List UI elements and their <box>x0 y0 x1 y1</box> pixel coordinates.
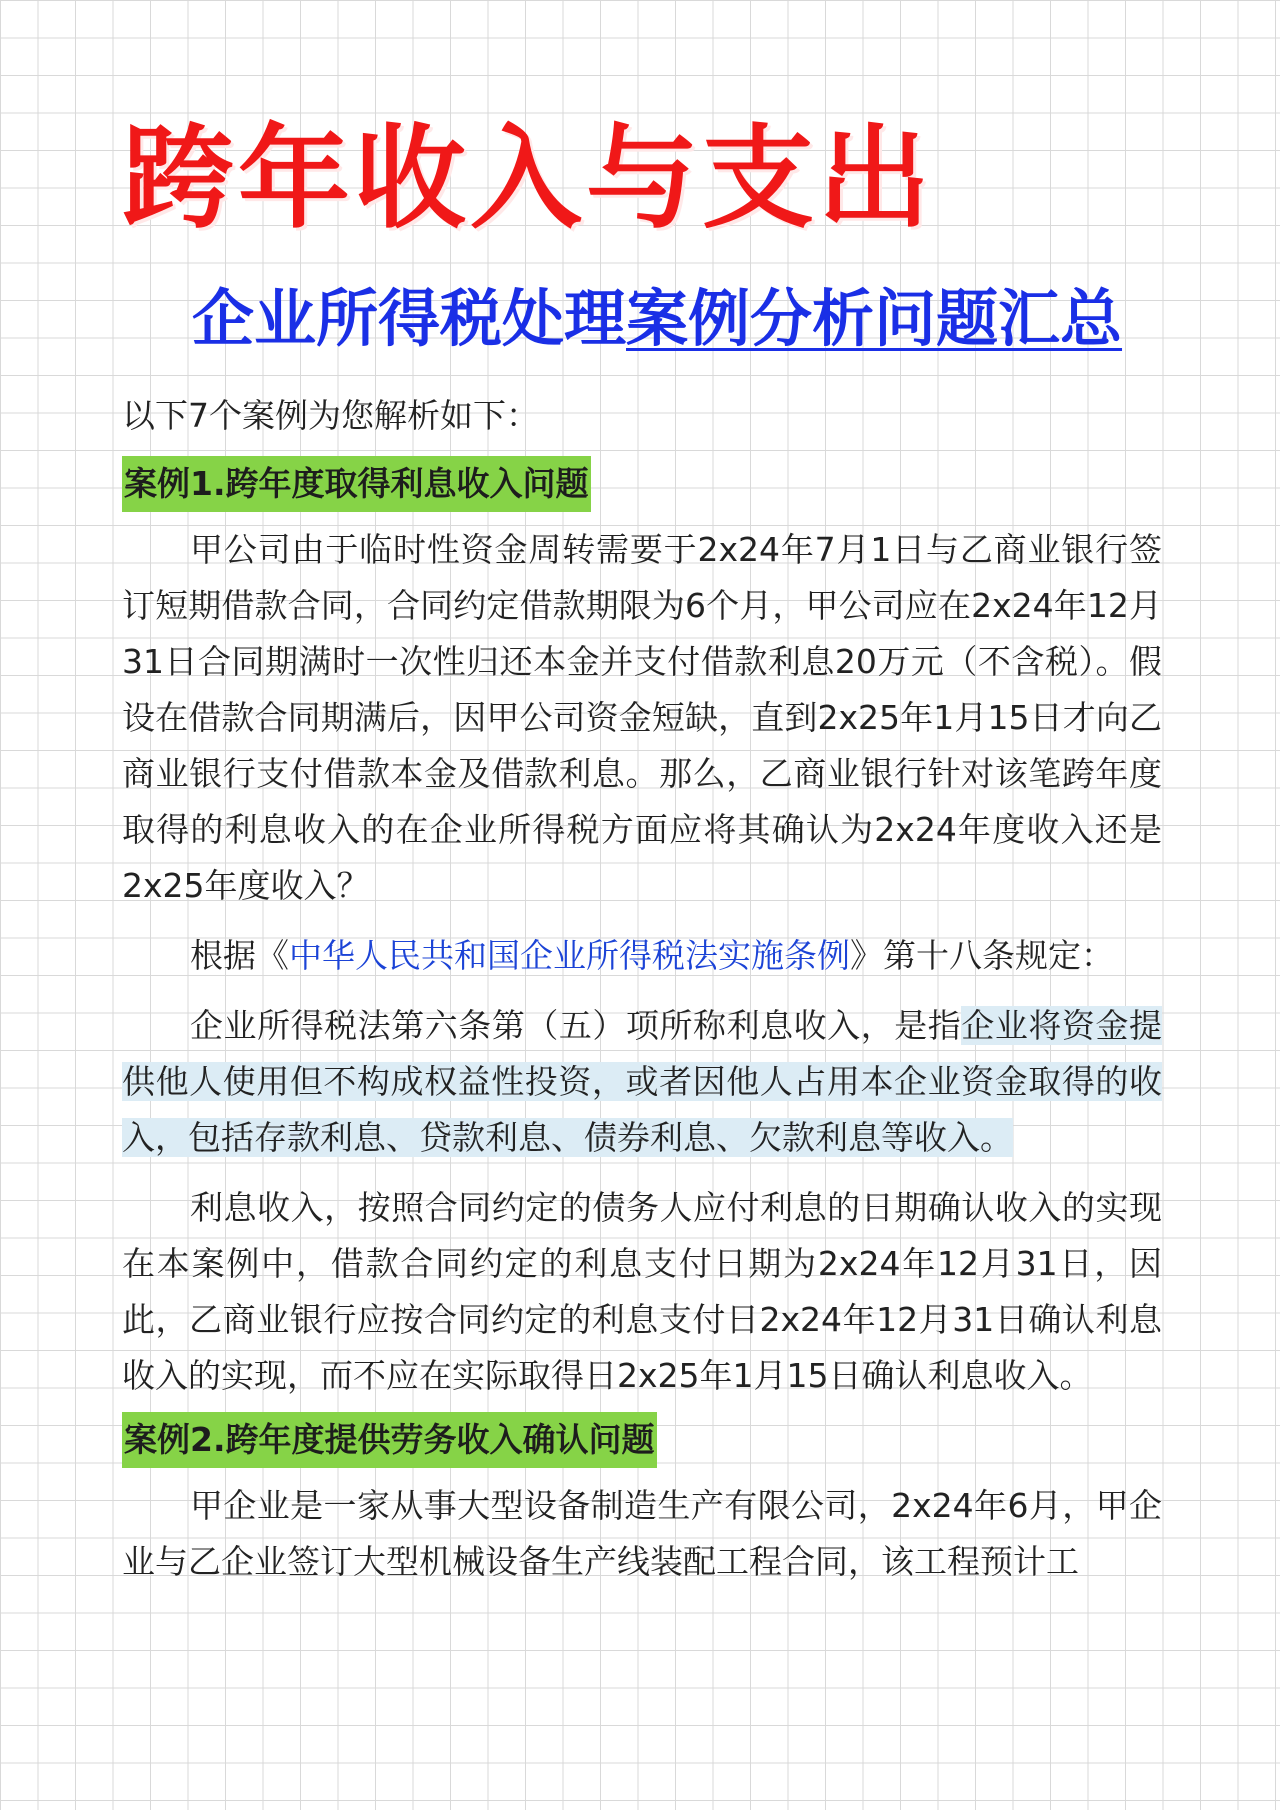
case1-paragraph-4: 利息收入，按照合同约定的债务人应付利息的日期确认收入的实现在本案例中，借款合同约定的利息支付日期为2x24年12月31日，因此，乙商业银行应按合同约定的利息支付日2x24年12月31日确认利息收入的实现，而不应在实际取得日2x25年1月15日确认利息收入。 <box>122 1188 1162 1395</box>
law-prefix: 根据《 <box>190 936 289 975</box>
law-suffix: 》第十八条规定： <box>850 936 1114 975</box>
intro-text: 以下7个案例为您解析如下： <box>122 396 539 435</box>
case1-heading: 案例1.跨年度取得利息收入问题 <box>122 456 591 512</box>
case2-paragraph-1: 甲企业是一家从事大型设备制造生产有限公司，2x24年6月，甲企业与乙企业签订大型机械设备生产线装配工程合同，该工程预计工 <box>122 1486 1162 1581</box>
case1-paragraph-1: 甲公司由于临时性资金周转需要于2x24年7月1日与乙商业银行签订短期借款合同，合同约定借款期限为6个月，甲公司应在2x24年12月31日合同期满时一次性归还本金并支付借款利息20万元（不含税）。假设在借款合同期满后，因甲公司资金短缺，直到2x25年1月15日才向乙商业银行支付借款本金及借款利息。那么，乙商业银行针对该笔跨年度取得的利息收入的在企业所得税方面应将其确认为2x24年度收入还是2x25年度收入？ <box>122 530 1162 905</box>
regulation-text: 企业所得税法第六条第（五）项所称利息收入，是指 <box>190 1006 962 1045</box>
law-title: 中华人民共和国企业所得税法实施条例 <box>289 936 850 975</box>
document-body <box>122 388 1162 1590</box>
regulation-highlight: 企业将资金提供他人使用但不构成权益性投资，或者因他人占用本企业资金取得的收入，包括存款利息、贷款利息、债券利息、欠款利息等收入。 <box>122 1006 1163 1157</box>
case1-paragraph-3 <box>122 998 1162 1166</box>
case1-paragraph-2 <box>122 928 1162 984</box>
page-subtitle <box>192 282 1122 356</box>
subtitle-part2: 案例分析问题汇总 <box>626 282 1123 355</box>
case2-heading: 案例2.跨年度提供劳务收入确认问题 <box>122 1412 657 1468</box>
page-title: 跨年收入与支出 <box>122 114 934 244</box>
subtitle-part1: 企业所得税处理 <box>192 282 627 355</box>
